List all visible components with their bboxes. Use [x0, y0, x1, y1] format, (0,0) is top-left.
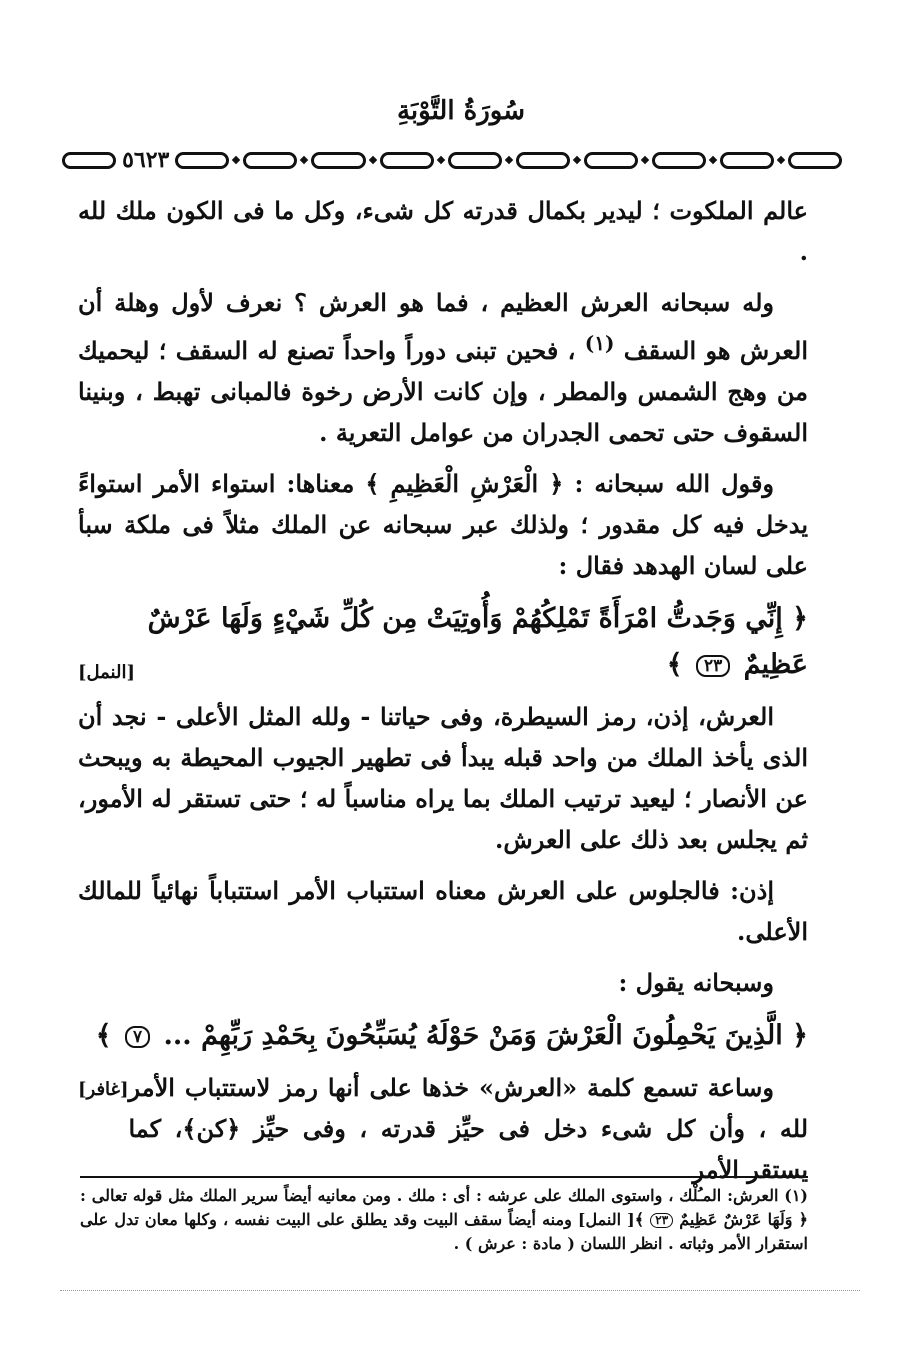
chain-link [311, 152, 365, 169]
quran-verse-ghafir [78, 1013, 808, 1100]
chain-link [448, 152, 502, 169]
verse-line-2 [78, 642, 808, 688]
chain-link [788, 152, 842, 169]
footnote [80, 1184, 808, 1256]
chain-link [652, 152, 706, 169]
chain-dot [300, 156, 308, 164]
chain-link [62, 152, 116, 169]
chain-link [516, 152, 570, 169]
page-number: ٥٦٢٣ [122, 147, 170, 173]
header-ornament-chain [62, 146, 842, 174]
chain-link [584, 152, 638, 169]
chain-dot [368, 156, 376, 164]
chain-dot [232, 156, 240, 164]
verse-close-bracket: ﴾ [666, 649, 683, 680]
quran-verse-naml [78, 596, 808, 688]
chain-dot [777, 156, 785, 164]
chain-link [243, 152, 297, 169]
footnote-divider [80, 1176, 808, 1178]
chain-link [175, 152, 229, 169]
chain-dot [504, 156, 512, 164]
chain-dot [436, 156, 444, 164]
chain-dot [709, 156, 717, 164]
paragraph-2-rest: ، فحين تبنى دوراً واحداً تصنع له السقف ؛ ليحميك من وهج الشمس والمطر ، وإن كانت الأرض رخوة فالمبانى تهبط ، وبنينا السقوف حتى تحمى الجدران من عوامل التعرية . [78, 336, 808, 447]
paragraph-1: عالم الملكوت ؛ ليدير بكمال قدرته كل شىء، وكل ما فى الكون ملك لله . [78, 196, 809, 266]
ayah-number: ٢٣ [696, 655, 730, 677]
surah-reference: [غافر] [78, 1079, 129, 1100]
chain-dot [641, 156, 649, 164]
surah-title: سُورَةُ التَّوْبَةِ [396, 96, 526, 126]
paragraph-3: وقول الله سبحانه : ﴿ الْعَرْشِ الْعَظِيمِ ﴾ معناها: استواء الأمر استواءً يدخل فيه كل مقدور ؛ ولذلك عبر سبحانه عن الملك مثلاً فى ملكة سبأ على لسان الهدهد فقال : [78, 469, 808, 580]
paragraph-6: وسبحانه يقول : [618, 968, 774, 997]
bottom-divider [60, 1290, 860, 1291]
footnote-ayah-number: ٢٣ [650, 1213, 673, 1228]
chain-link [380, 152, 434, 169]
footnote-text-b: ﴾[ النمل] ومنه أيضاً سقف البيت وقد يطلق على البيت نفسه ، وكلها معان تدل على استقرار الأمر وثباته . انظر اللسان ( مادة : عرش ) . [80, 1210, 808, 1253]
paragraph-2-text: وله سبحانه العرش العظيم ، فما هو العرش ؟ نعرف لأول وهلة أن العرش هو السقف [78, 288, 808, 365]
paragraph-2 [78, 282, 808, 453]
paragraph-4: العرش، إذن، رمز السيطرة، وفى حياتنا - ولله المثل الأعلى - نجد أن الذى يأخذ الملك من واحد قبله يبدأ فى تطهير الجيوب المحيطة به ويبحث عن الأنصار ؛ ليعيد ترتيب الملك بما يراه مناسباً له ؛ حتى تستقر له الأمور، ثم يجلس بعد ذلك على العرش. [78, 702, 808, 854]
verse-text: ﴿ الَّذِينَ يَحْمِلُونَ الْعَرْشَ وَمَنْ حَوْلَهُ يُسَبِّحُونَ بِحَمْدِ رَبِّهِمْ ... [163, 1020, 808, 1051]
footnote-text-a: (١) العرش: المـُلْك ، واستوى الملك على عرشه : أى : ملك . ومن معانيه أيضاً سرير الملك مثل قوله تعالى : ﴿ وَلَهَا عَرْشٌ عَظِيمٌ [80, 1186, 808, 1229]
verse-close-bracket: ﴾ [95, 1020, 112, 1051]
verse-line-2-text: عَظِيمٌ [743, 649, 808, 680]
paragraph-7: وساعة تسمع كلمة «العرش» خذها على أنها رمز لاستتباب الأمر لله ، وأن كل شىء دخل فى حيِّز قدرته ، وفى حيِّز ﴿كن﴾، كما يستقر الأمر [128, 1073, 808, 1184]
chain-dot [572, 156, 580, 164]
body-text [78, 190, 808, 1200]
footnote-marker[interactable]: (١) [584, 331, 615, 355]
chain-link [720, 152, 774, 169]
surah-reference: [النمل] [78, 662, 135, 683]
ayah-number: ٧ [125, 1026, 150, 1048]
verse-line-1: ﴿ إِنِّي وَجَدتُّ امْرَأَةً تَمْلِكُهُمْ وَأُوتِيَتْ مِن كُلِّ شَيْءٍ وَلَهَا عَرْشٌ [147, 603, 808, 634]
paragraph-5: إذن: فالجلوس على العرش معناه استتباب الأمر استتباباً نهائياً للمالك الأعلى. [78, 876, 808, 946]
